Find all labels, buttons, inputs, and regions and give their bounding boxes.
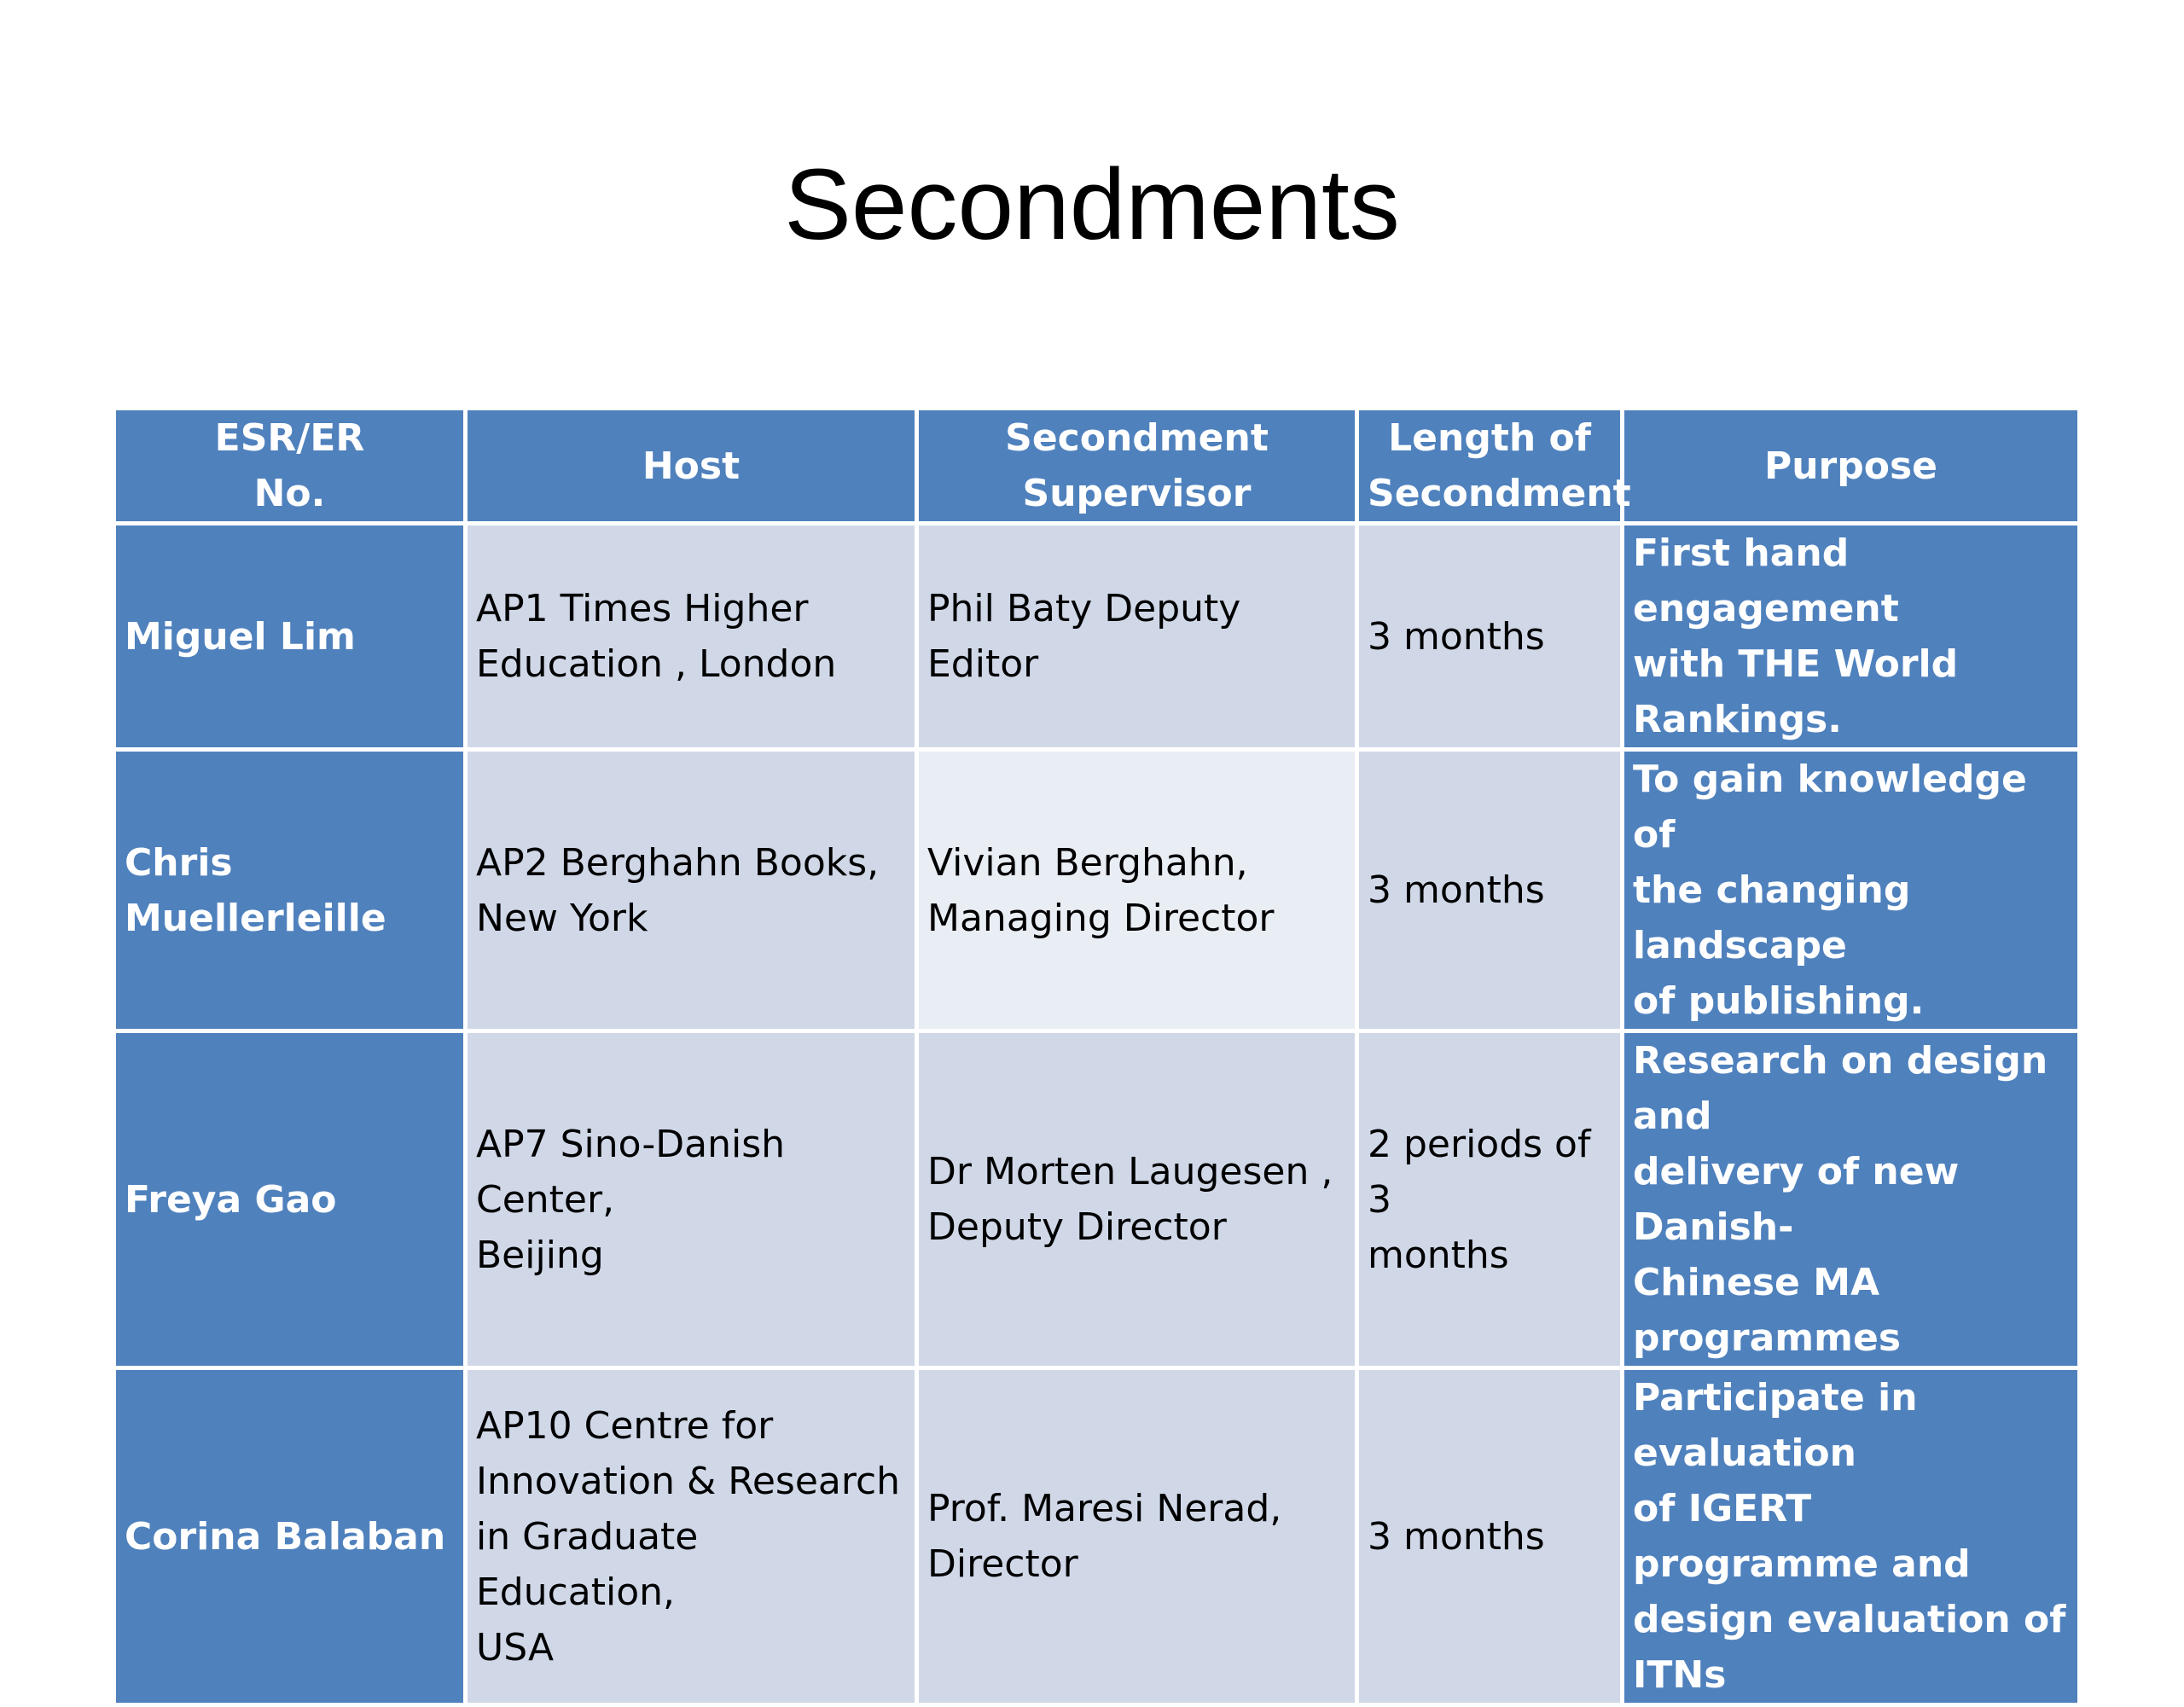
cell-purpose: Participate in evaluation of IGERT programme and design evaluation of ITNs — [1623, 1368, 2080, 1705]
cell-supervisor: Prof. Maresi Nerad, Director — [917, 1368, 1357, 1705]
cell-supervisor: Phil Baty Deputy Editor — [917, 524, 1357, 750]
cell-host: AP2 Berghahn Books, New York — [466, 750, 917, 1031]
cell-length: 3 months — [1357, 524, 1623, 750]
slide-title: Secondments — [784, 148, 1400, 261]
table-row — [114, 1368, 2080, 1705]
table-row — [114, 750, 2080, 1031]
cell-length: 3 months — [1357, 1368, 1623, 1705]
table-row — [114, 524, 2080, 750]
cell-host: AP10 Centre for Innovation & Research in Graduate Education, USA — [466, 1368, 917, 1705]
table-row — [114, 1031, 2080, 1368]
cell-length: 3 months — [1357, 750, 1623, 1031]
cell-purpose: First hand engagement with THE World Rankings. — [1623, 524, 2080, 750]
cell-host: AP7 Sino-Danish Center, Beijing — [466, 1031, 917, 1368]
table-header-row — [114, 409, 2080, 524]
header-esr: ESR/ER No. — [114, 409, 466, 524]
cell-length: 2 periods of 3 months — [1357, 1031, 1623, 1368]
cell-supervisor: Vivian Berghahn, Managing Director — [917, 750, 1357, 1031]
cell-host: AP1 Times Higher Education , London — [466, 524, 917, 750]
cell-name: Chris Muellerleille — [114, 750, 466, 1031]
cell-name: Freya Gao — [114, 1031, 466, 1368]
cell-purpose: Research on design and delivery of new Danish- Chinese MA programmes — [1623, 1031, 2080, 1368]
cell-supervisor: Dr Morten Laugesen , Deputy Director — [917, 1031, 1357, 1368]
cell-name: Miguel Lim — [114, 524, 466, 750]
secondments-table — [112, 406, 2082, 1707]
cell-purpose: To gain knowledge of the changing landscape of publishing. — [1623, 750, 2080, 1031]
header-supervisor: Secondment Supervisor — [917, 409, 1357, 524]
header-length: Length of Secondment — [1357, 409, 1623, 524]
header-host: Host — [466, 409, 917, 524]
cell-name: Corina Balaban — [114, 1368, 466, 1705]
header-purpose: Purpose — [1623, 409, 2080, 524]
